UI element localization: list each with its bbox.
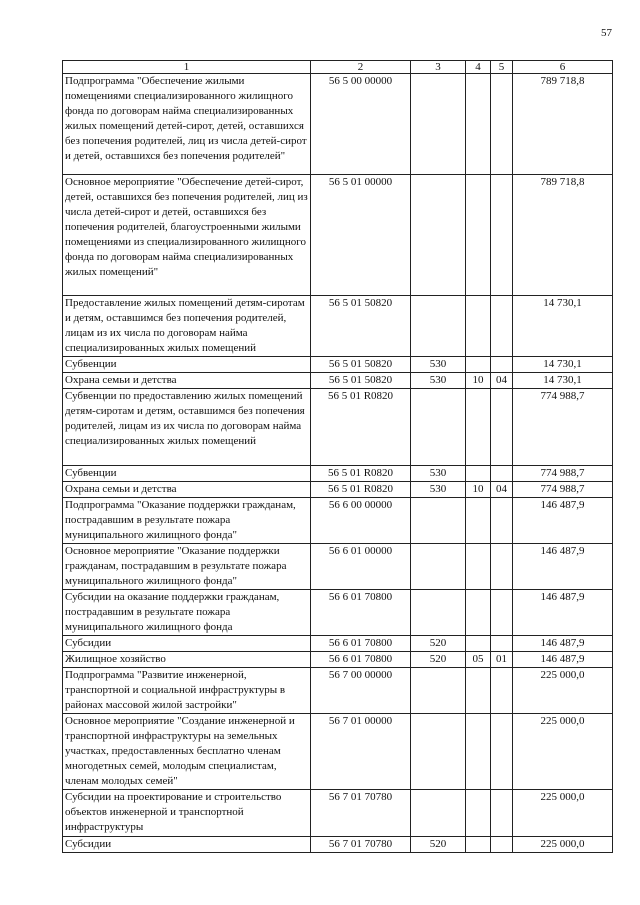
- row-type-cell: [411, 389, 466, 466]
- row-type-cell: 520: [411, 837, 466, 853]
- table-row: [63, 357, 613, 373]
- table-row: [63, 466, 613, 482]
- row-type-cell: [411, 790, 466, 837]
- row-type-cell: 520: [411, 636, 466, 652]
- row-subsection-cell: [491, 498, 513, 544]
- row-name-cell: Предоставление жилых помещений детям-сиротам и детям, оставшимся без попечения родителей, лицам из их числа по договорам найма специализированных жилых помещений: [63, 296, 311, 357]
- row-amount-cell: 146 487,9: [513, 544, 613, 590]
- row-type-cell: [411, 498, 466, 544]
- table-row: [63, 652, 613, 668]
- header-col-6: 6: [513, 61, 613, 74]
- row-subsection-cell: [491, 636, 513, 652]
- row-amount-cell: 789 718,8: [513, 175, 613, 296]
- table-row: [63, 175, 613, 296]
- row-subsection-cell: [491, 790, 513, 837]
- row-name-cell: Основное мероприятие "Создание инженерной и транспортной инфраструктуры на земельных участках, предоставленных бесплатно членам многодетных семей, молодым специалистам, членам молодых семей": [63, 714, 311, 790]
- row-amount-cell: 225 000,0: [513, 714, 613, 790]
- row-code-cell: 56 5 01 R0820: [311, 482, 411, 498]
- row-name-cell: Основное мероприятие "Оказание поддержки гражданам, пострадавшим в результате пожара муниципального жилищного фонда": [63, 544, 311, 590]
- table-row: [63, 544, 613, 590]
- row-code-cell: 56 5 01 R0820: [311, 466, 411, 482]
- row-name-cell: Охрана семьи и детства: [63, 373, 311, 389]
- table-row: [63, 590, 613, 636]
- table-row: [63, 714, 613, 790]
- row-subsection-cell: [491, 714, 513, 790]
- row-code-cell: 56 7 01 70780: [311, 790, 411, 837]
- row-code-cell: 56 6 01 70800: [311, 590, 411, 636]
- row-section-cell: [466, 389, 491, 466]
- row-subsection-cell: [491, 668, 513, 714]
- row-code-cell: 56 5 01 50820: [311, 296, 411, 357]
- row-name-cell: Подпрограмма "Оказание поддержки гражданам, пострадавшим в результате пожара муниципального жилищного фонда": [63, 498, 311, 544]
- row-subsection-cell: [491, 296, 513, 357]
- row-amount-cell: 146 487,9: [513, 652, 613, 668]
- row-code-cell: 56 7 01 00000: [311, 714, 411, 790]
- row-amount-cell: 774 988,7: [513, 389, 613, 466]
- row-subsection-cell: [491, 175, 513, 296]
- row-type-cell: 530: [411, 466, 466, 482]
- header-col-3: 3: [411, 61, 466, 74]
- row-name-cell: Субвенции: [63, 357, 311, 373]
- row-section-cell: [466, 357, 491, 373]
- header-col-5: 5: [491, 61, 513, 74]
- row-name-cell: Жилищное хозяйство: [63, 652, 311, 668]
- row-code-cell: 56 6 00 00000: [311, 498, 411, 544]
- table-row: [63, 373, 613, 389]
- row-name-cell: Субсидии: [63, 837, 311, 853]
- row-section-cell: [466, 714, 491, 790]
- row-amount-cell: 225 000,0: [513, 668, 613, 714]
- row-section-cell: [466, 636, 491, 652]
- row-amount-cell: 774 988,7: [513, 482, 613, 498]
- table-row: [63, 296, 613, 357]
- row-section-cell: [466, 668, 491, 714]
- row-name-cell: Субсидии: [63, 636, 311, 652]
- table-row: [63, 482, 613, 498]
- row-section-cell: [466, 296, 491, 357]
- row-name-cell: Субсидии на оказание поддержки гражданам, пострадавшим в результате пожара муниципального жилищного фонда: [63, 590, 311, 636]
- row-code-cell: 56 6 01 00000: [311, 544, 411, 590]
- row-amount-cell: 14 730,1: [513, 373, 613, 389]
- table-row: [63, 389, 613, 466]
- row-name-cell: Субвенции по предоставлению жилых помещений детям-сиротам и детям, оставшимся без попечения родителей, лицам из их числа по договорам найма специализированных жилых помещений: [63, 389, 311, 466]
- row-code-cell: 56 5 01 R0820: [311, 389, 411, 466]
- row-type-cell: [411, 544, 466, 590]
- table-row: [63, 636, 613, 652]
- header-col-1: 1: [63, 61, 311, 74]
- row-code-cell: 56 6 01 70800: [311, 636, 411, 652]
- row-type-cell: 530: [411, 373, 466, 389]
- row-type-cell: [411, 590, 466, 636]
- row-code-cell: 56 5 01 00000: [311, 175, 411, 296]
- row-subsection-cell: [491, 466, 513, 482]
- page-number: 57: [601, 27, 612, 39]
- row-subsection-cell: [491, 357, 513, 373]
- row-section-cell: [466, 544, 491, 590]
- row-amount-cell: 774 988,7: [513, 466, 613, 482]
- budget-table: [62, 60, 613, 853]
- row-name-cell: Охрана семьи и детства: [63, 482, 311, 498]
- row-section-cell: 10: [466, 482, 491, 498]
- row-section-cell: 05: [466, 652, 491, 668]
- row-name-cell: Подпрограмма "Обеспечение жилыми помещениями специализированного жилищного фонда по договорам найма специализированных жилых помещений детей-сирот, детей, оставшихся без попечения родителей, лиц из числа детей-сирот и детей, оставшихся без попечения родителей": [63, 74, 311, 175]
- row-amount-cell: 146 487,9: [513, 636, 613, 652]
- row-code-cell: 56 6 01 70800: [311, 652, 411, 668]
- row-subsection-cell: [491, 74, 513, 175]
- row-name-cell: Подпрограмма "Развитие инженерной, транспортной и социальной инфраструктуры в районах массовой жилой застройки": [63, 668, 311, 714]
- row-type-cell: [411, 74, 466, 175]
- row-code-cell: 56 5 01 50820: [311, 373, 411, 389]
- row-code-cell: 56 5 01 50820: [311, 357, 411, 373]
- row-code-cell: 56 7 01 70780: [311, 837, 411, 853]
- row-subsection-cell: [491, 837, 513, 853]
- table-row: [63, 668, 613, 714]
- table-row: [63, 74, 613, 175]
- row-type-cell: 520: [411, 652, 466, 668]
- row-section-cell: [466, 790, 491, 837]
- row-code-cell: 56 7 00 00000: [311, 668, 411, 714]
- row-section-cell: [466, 466, 491, 482]
- row-subsection-cell: [491, 590, 513, 636]
- row-name-cell: Основное мероприятие "Обеспечение детей-сирот, детей, оставшихся без попечения родителей, лиц из числа детей-сирот и детей, оставшихся без попечения родителей, благоустроенными жилыми помещениями из специализированного жилищного фонда по договорам найма специализированных жилых помещений": [63, 175, 311, 296]
- table-header-row: [63, 61, 613, 74]
- header-col-4: 4: [466, 61, 491, 74]
- row-code-cell: 56 5 00 00000: [311, 74, 411, 175]
- row-type-cell: 530: [411, 357, 466, 373]
- row-section-cell: [466, 590, 491, 636]
- row-type-cell: [411, 175, 466, 296]
- table-row: [63, 498, 613, 544]
- row-amount-cell: 789 718,8: [513, 74, 613, 175]
- row-type-cell: [411, 668, 466, 714]
- row-section-cell: [466, 74, 491, 175]
- table-row: [63, 837, 613, 853]
- row-section-cell: 10: [466, 373, 491, 389]
- row-section-cell: [466, 837, 491, 853]
- row-amount-cell: 225 000,0: [513, 790, 613, 837]
- row-subsection-cell: 04: [491, 482, 513, 498]
- row-subsection-cell: [491, 544, 513, 590]
- row-section-cell: [466, 498, 491, 544]
- row-amount-cell: 14 730,1: [513, 296, 613, 357]
- row-name-cell: Субсидии на проектирование и строительство объектов инженерной и транспортной инфраструктуры: [63, 790, 311, 837]
- row-subsection-cell: [491, 389, 513, 466]
- row-amount-cell: 146 487,9: [513, 498, 613, 544]
- row-amount-cell: 225 000,0: [513, 837, 613, 853]
- row-subsection-cell: 01: [491, 652, 513, 668]
- row-name-cell: Субвенции: [63, 466, 311, 482]
- row-type-cell: [411, 296, 466, 357]
- row-amount-cell: 14 730,1: [513, 357, 613, 373]
- row-type-cell: 530: [411, 482, 466, 498]
- row-section-cell: [466, 175, 491, 296]
- row-amount-cell: 146 487,9: [513, 590, 613, 636]
- header-col-2: 2: [311, 61, 411, 74]
- row-subsection-cell: 04: [491, 373, 513, 389]
- row-type-cell: [411, 714, 466, 790]
- table-row: [63, 790, 613, 837]
